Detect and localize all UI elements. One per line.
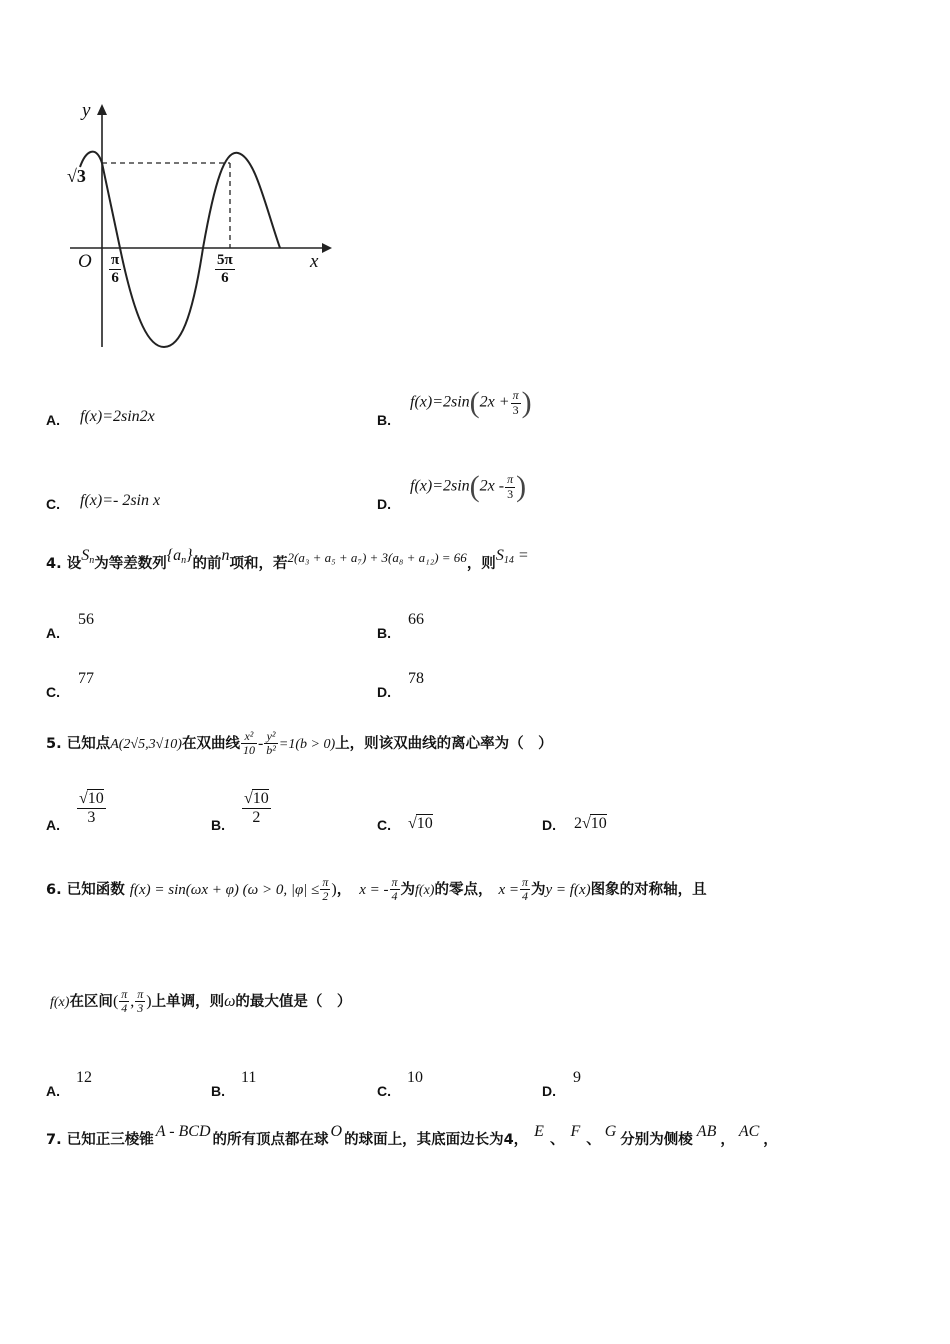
q5-option-a-label: A. [46,817,60,833]
q6-option-d-value: 9 [573,1069,581,1086]
q4-stem: 4. 设$S_n$为等差数列$\{a_n\}$的前n项和，若$^{2(a_3 + a_5 + a_7) + 3(a_8 + a_{12}) = 66}$，则$S_{14}$ = [46,547,529,572]
q6-option-a-label: A. [46,1083,60,1099]
q5-option-c-label: C. [377,817,391,833]
graph-origin-label: O [78,251,92,272]
q6-option-b-label: B. [211,1083,225,1099]
q6-stem-line2: f(x)在区间( $\frac{\pi}{4}$ , $\frac{\pi}{3}$ )上单调，则ω的最大值是（ ） [50,987,352,1016]
q5-option-d-value: 2√10 [574,815,607,832]
graph-x-label: x [310,251,319,272]
sine-graph [60,95,340,355]
q4-number: 4. [46,556,62,572]
q4-option-c-value: 77 [78,670,94,687]
q3-option-c-text: f(x)=- 2sin x [80,492,161,509]
graph-y-label: y [82,100,91,121]
q6-number: 6. [46,882,62,899]
q3-option-d-text: f(x)=2sin(2x - $\frac{\pi}{3}$ ) [410,470,527,503]
q4-option-c-label: C. [46,684,60,700]
q6-option-c-value: 10 [407,1069,423,1086]
y-axis-arrow [97,104,107,115]
q6-option-b-value: 11 [241,1069,257,1086]
q3-option-c-label: C. [46,496,60,512]
q3-option-d-label: D. [377,496,391,512]
q6-option-c-label: C. [377,1083,391,1099]
q5-number: 5. [46,736,62,753]
q6-option-d-label: D. [542,1083,556,1099]
graph-pi6-label: $\frac{\pi}{6}$ [111,252,120,286]
q5-option-b-value: $\frac{√10}{2}$ [244,790,269,826]
q4-option-d-label: D. [377,684,391,700]
q4-option-b-value: 66 [408,611,424,628]
q3-option-a-label: A. [46,412,60,428]
q5-option-b-label: B. [211,817,225,833]
graph-5pi6-label: $\frac{5\pi}{6}$ [217,252,233,286]
q3-option-a-text: f(x)=2sin2x [80,408,155,425]
q7-number: 7. [46,1132,62,1148]
q7-stem: 7. 已知正三棱锥 A - BCD 的所有顶点都在球 O 的球面上，其底面边长为4， E 、 F 、 G 分别为侧棱 AB ， AC ， [46,1123,778,1148]
sine-curve [80,152,280,347]
q3-option-b-text: f(x)=2sin(2x + $\frac{\pi}{3}$ ) [410,386,532,419]
q5-option-a-value: $\frac{√10}{3}$ [79,790,104,826]
x-axis-arrow [322,243,332,253]
q4-option-a-value: 56 [78,611,94,628]
q4-option-d-value: 78 [408,670,424,687]
q5-option-c-value: √10 [408,815,433,832]
graph-sqrt3-label: √3 [67,166,86,186]
q3-option-b-label: B. [377,412,391,428]
q5-stem: 5. 已知点A(2√5,3√10)在双曲线 $\frac{\text{x²}}{10}$ - $\frac{\text{y²}}{\text{b²}}$ =1(b > 0)上，则该双曲线的离心率为（ ） [46,729,553,758]
q6-stem-line1: 6. 已知函数 f(x) = sin(ωx + φ) (ω > 0, |φ| ≤ $\frac{\pi}{2}$ )， x = - $\frac{\pi}{4}$ 为f(x)的零点， x = $\frac{\pi}{4}$ 为y = f(x)图象的对称轴，且 [46,875,707,904]
q6-option-a-value: 12 [76,1069,92,1086]
q4-option-b-label: B. [377,625,391,641]
q4-option-a-label: A. [46,625,60,641]
q5-option-d-label: D. [542,817,556,833]
